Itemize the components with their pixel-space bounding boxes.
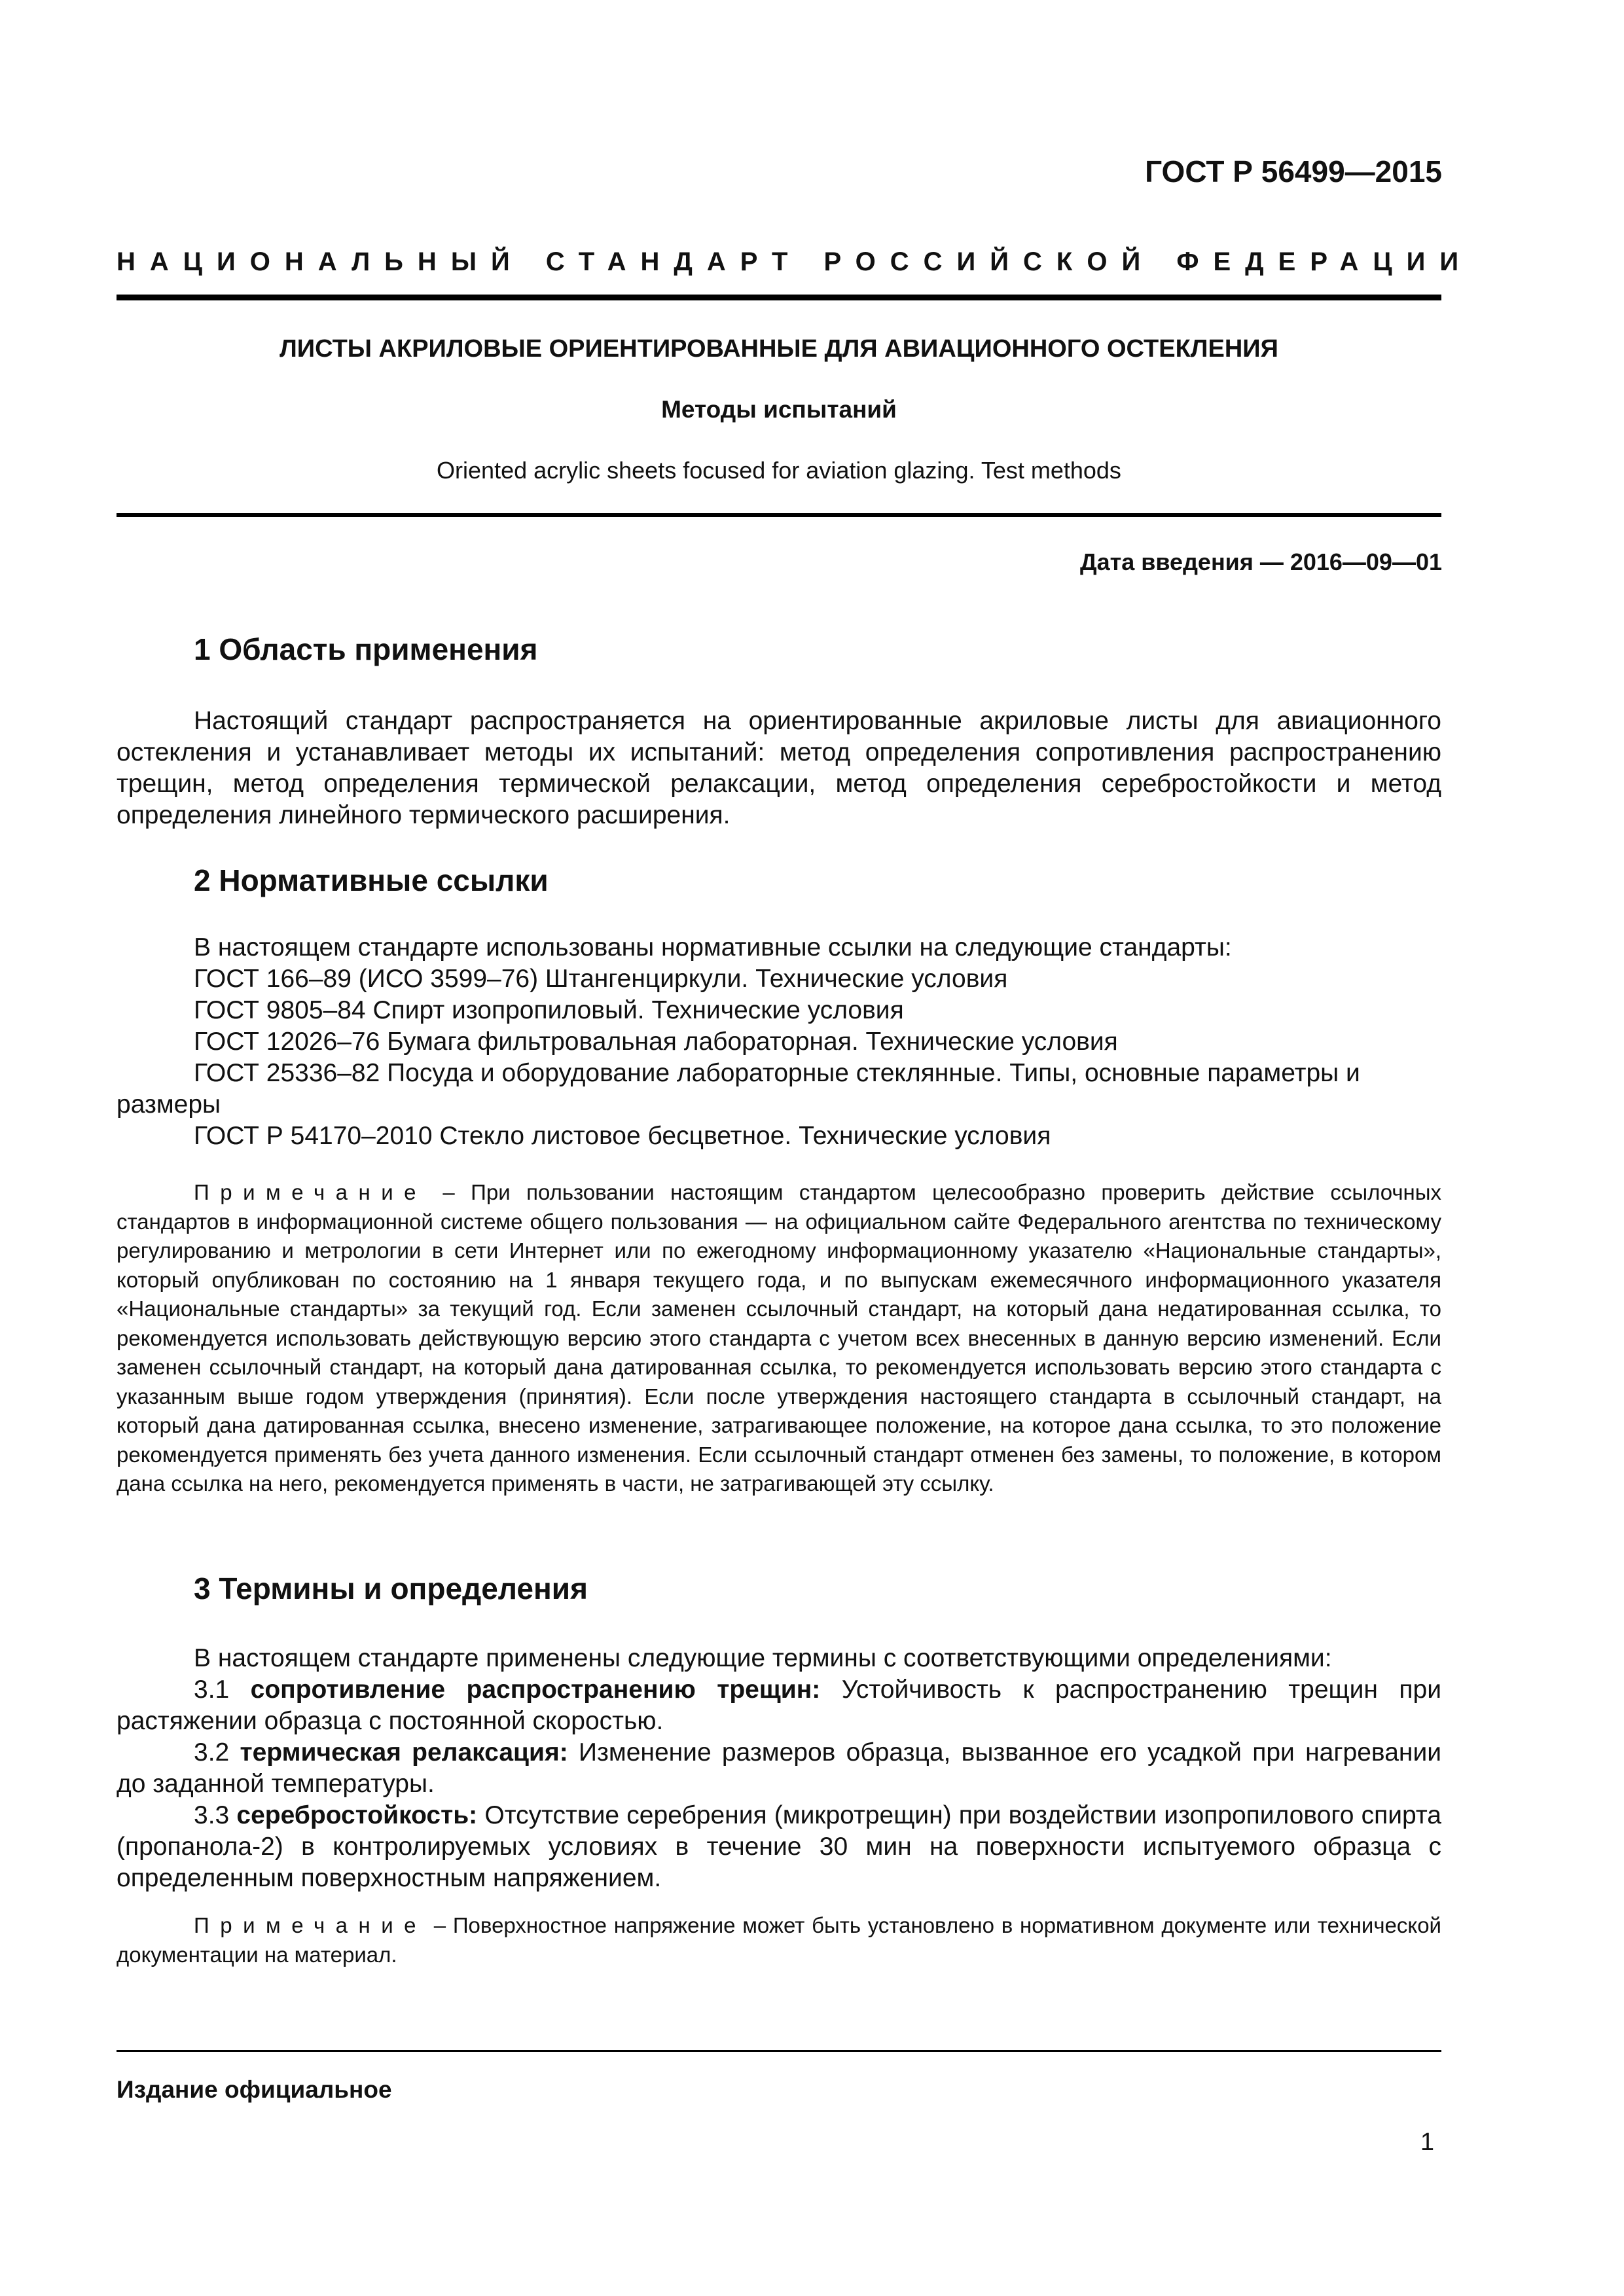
- note-text: – При пользовании настоящим стандартом целесообразно проверить действие ссылочных стандартов в информационной системе общего пользования — на официальном сайте Федерального агентства по техническому регулированию и метрологии в сети Интернет или по ежегодному информационному указателю «Национальные стандарты», который опубликован по состоянию на 1 января текущего года, и по выпускам ежемесячного информационного указателя «Национальные стандарты» за текущий год. Если заменен ссылочный стандарт, на который дана недатированная ссылка, то рекомендуется использовать действующую версию этого стандарта с учетом всех внесенных в данную версию изменений. Если заменен ссылочный стандарт, на который дана датированная ссылка, то рекомендуется использовать версию этого стандарта с указанным выше годом утверждения (принятия). Если после утверждения настоящего стандарта в ссылочный стандарт, на который дана датированная ссылка, внесено изменение, затрагивающее положение, на которое дана ссылка, то это положение рекомендуется применять без учета данного изменения. Если ссылочный стандарт отменен без замены, то положение, в котором дана ссылка на него, рекомендуется применять в части, не затрагивающей эту ссылку.: [117, 1180, 1441, 1496]
- document-number: ГОСТ Р 56499—2015: [1145, 154, 1442, 188]
- term-name: термическая релаксация:: [240, 1738, 568, 1767]
- note-label: Примечание: [194, 1913, 427, 1937]
- term-text: Устойчивость к распространению трещин при растяжении образца с постоянной скоростью.: [117, 1676, 1441, 1735]
- terms-block: [117, 1643, 1441, 1894]
- term-definition: [117, 1800, 1441, 1894]
- section-2-title: 2 Нормативные ссылки: [194, 863, 549, 897]
- term-text: Изменение размеров образца, вызванное его усадкой при нагревании до заданной температуры.: [117, 1738, 1442, 1798]
- term-text: Отсутствие серебрения (микротрещин) при воздействии изопропилового спирта (пропанола-2) в контролируемых условиях в течение 30 мин на поверхности испытуемого образца с определенным поверхностным напряжением.: [117, 1801, 1441, 1892]
- term-name: серебростойкость:: [236, 1801, 478, 1829]
- term-number: 3.3: [194, 1801, 230, 1829]
- section-1-title: 1 Область применения: [194, 632, 538, 666]
- footer-rule: [117, 2050, 1441, 2052]
- terms-intro: В настоящем стандарте применены следующие термины с соответствующими определениями:: [194, 1644, 1332, 1672]
- reference-item: ГОСТ 9805–84 Спирт изопропиловый. Технические условия: [194, 996, 904, 1024]
- note-text: – Поверхностное напряжение может быть установлено в нормативном документе или технической документации на материал.: [117, 1913, 1441, 1967]
- header-top-rule: [117, 295, 1441, 300]
- page-number: 1: [1420, 2128, 1434, 2156]
- reference-item: ГОСТ Р 54170–2010 Стекло листовое бесцветное. Технические условия: [194, 1122, 1051, 1150]
- term-definition: [117, 1674, 1441, 1737]
- document-title: ЛИСТЫ АКРИЛОВЫЕ ОРИЕНТИРОВАННЫЕ ДЛЯ АВИАЦИОННОГО ОСТЕКЛЕНИЯ: [280, 335, 1278, 363]
- reference-item: ГОСТ 12026–76 Бумага фильтровальная лабораторная. Технические условия: [194, 1028, 1118, 1056]
- normative-references-list: [117, 932, 1441, 1152]
- section-2-note: [117, 1178, 1441, 1499]
- english-title: Oriented acrylic sheets focused for aviation glazing. Test methods: [437, 457, 1121, 484]
- term-definition: [117, 1737, 1441, 1800]
- section-1-text: Настоящий стандарт распространяется на ориентированные акриловые листы для авиационного остекления и устанавливает методы их испытаний: метод определения сопротивления распространению трещин, метод определения термической релаксации, метод определения серебростойкости и метод определения линейного термического расширения.: [117, 707, 1441, 829]
- term-name: сопротивление распространению трещин:: [250, 1676, 821, 1704]
- section-3-note: [117, 1911, 1441, 1969]
- section-3-title: 3 Термины и определения: [194, 1571, 588, 1605]
- national-standard-title: НАЦИОНАЛЬНЫЙ СТАНДАРТ РОССИЙСКОЙ ФЕДЕРАЦИИ: [117, 247, 1473, 276]
- references-intro: В настоящем стандарте использованы нормативные ссылки на следующие стандарты:: [194, 933, 1232, 961]
- note-label: Примечание: [194, 1180, 427, 1204]
- introduction-date: Дата введения — 2016—09—01: [1079, 548, 1442, 575]
- reference-item: ГОСТ 166–89 (ИСО 3599–76) Штангенциркули. Технические условия: [194, 965, 1008, 993]
- header-bottom-rule: [117, 513, 1441, 517]
- official-edition-label: Издание официальное: [117, 2076, 392, 2103]
- reference-item: ГОСТ 25336–82 Посуда и оборудование лабораторные стеклянные. Типы, основные параметры и размеры: [117, 1059, 1360, 1119]
- term-number: 3.1: [194, 1676, 230, 1704]
- term-number: 3.2: [194, 1738, 230, 1767]
- document-subtitle: Методы испытаний: [661, 396, 897, 423]
